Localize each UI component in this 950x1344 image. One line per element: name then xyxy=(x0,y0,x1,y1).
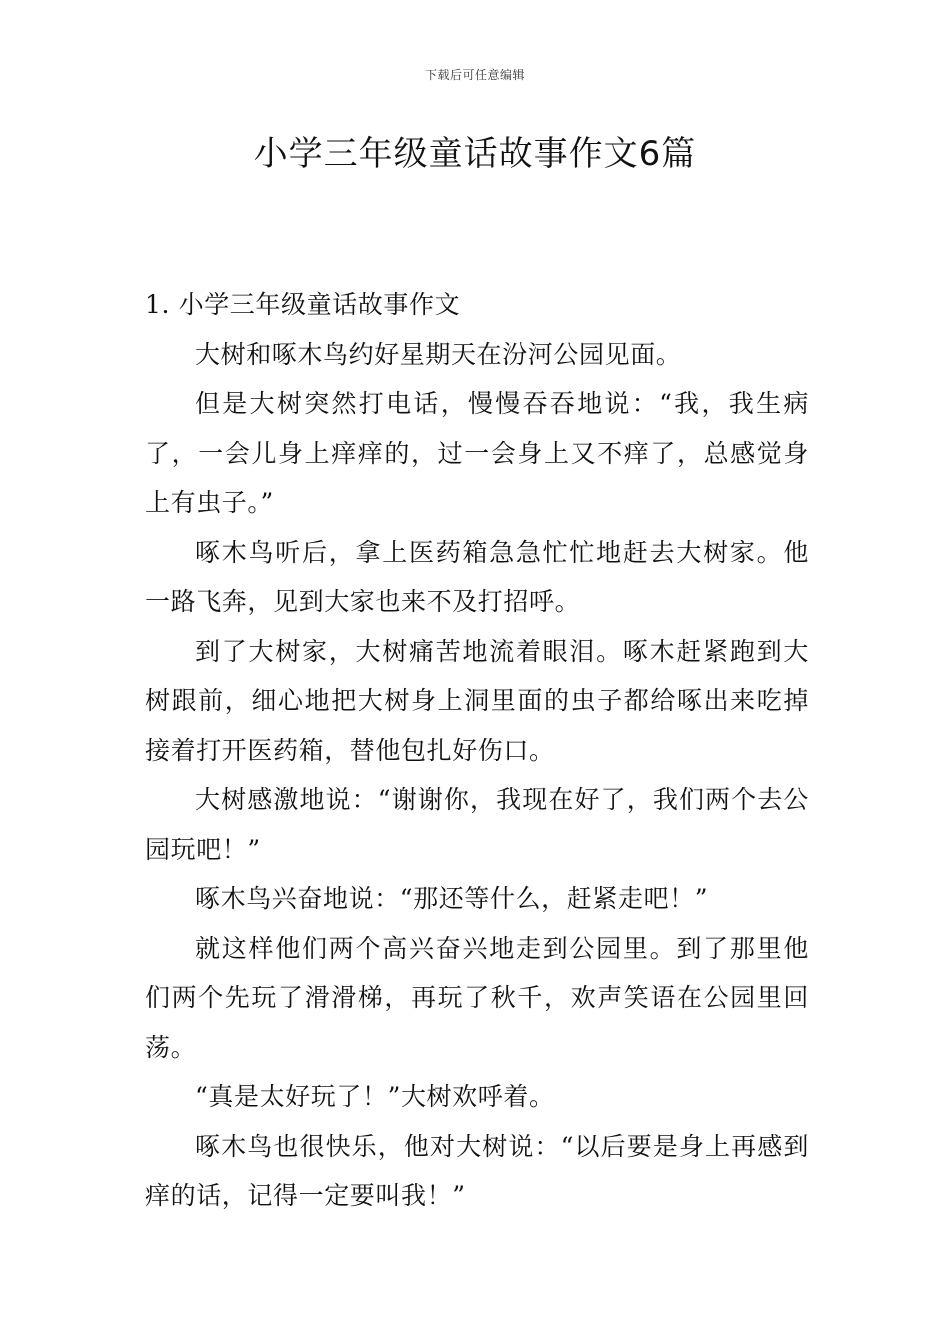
paragraph: “真是太好玩了！”大树欢呼着。 xyxy=(195,1082,555,1111)
paragraph: 啄木鸟兴奋地说：“那还等什么，赶紧走吧！” xyxy=(195,884,709,913)
header-note: 下载后可任意编辑 xyxy=(424,68,525,82)
paragraph: 但是大树突然打电话，慢慢吞吞地说：“我，我生病了，一会儿身上痒痒的，过一会身上又不痒了，总感觉身上有虫子。” xyxy=(145,389,809,517)
document-title: 小学三年级童话故事作文6篇 xyxy=(253,134,697,174)
paragraph: 大树感激地说：“谢谢你，我现在好了，我们两个去公园玩吧！” xyxy=(145,785,809,864)
document-body xyxy=(145,280,809,1221)
paragraph: 就这样他们两个高兴奋兴地走到公园里。到了那里他们两个先玩了滑滑梯，再玩了秋千，欢声笑语在公园里回荡。 xyxy=(145,933,809,1062)
paragraph: 到了大树家，大树痛苦地流着眼泪。啄木赶紧跑到大树跟前，细心地把大树身上洞里面的虫子都给啄出来吃掉接着打开医药箱，替他包扎好伤口。 xyxy=(145,636,809,765)
paragraph: 大树和啄木鸟约好星期天在汾河公园见面。 xyxy=(195,339,682,369)
paragraph: 啄木鸟也很快乐，他对大树说：“以后要是身上再感到痒的话，记得一定要叫我！” xyxy=(145,1131,809,1210)
section-heading: 1. 小学三年级童话故事作文 xyxy=(145,290,461,319)
paragraph: 啄木鸟听后，拿上医药箱急急忙忙地赶去大树家。他一路飞奔，见到大家也来不及打招呼。 xyxy=(145,537,809,616)
